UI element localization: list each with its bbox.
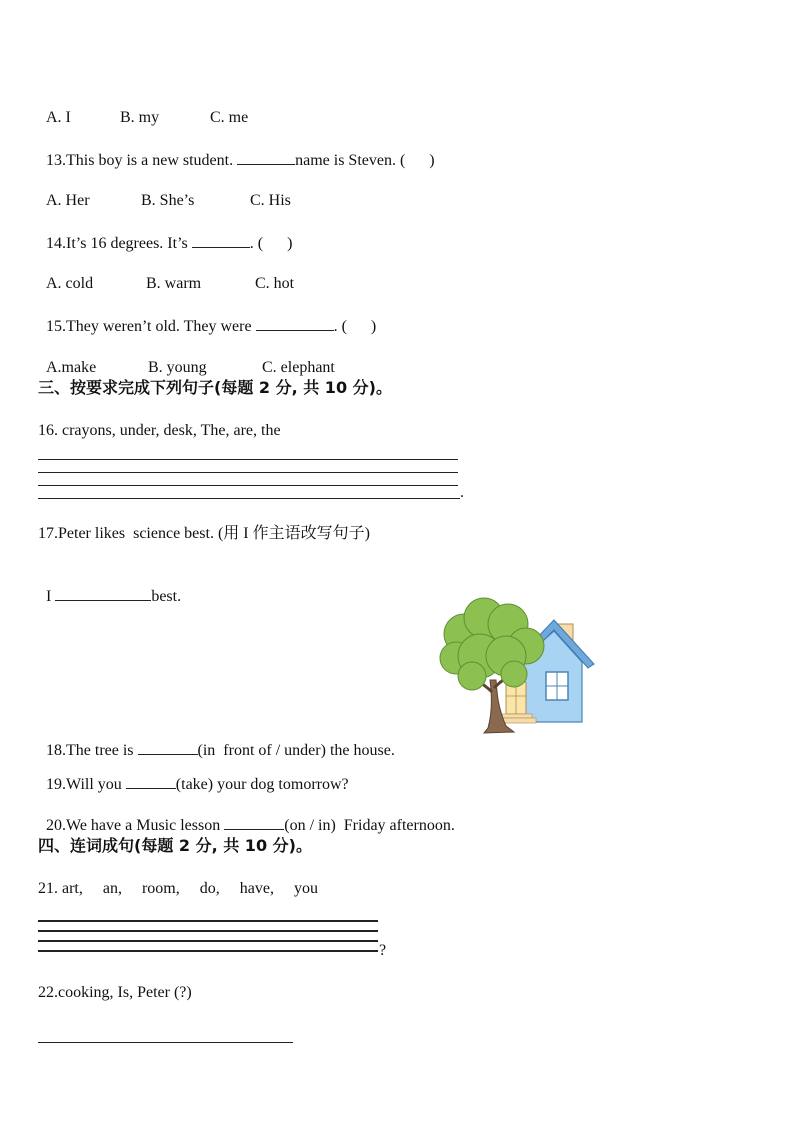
question-16: 16. crayons, under, desk, The, are, the — [38, 422, 281, 439]
q19-text-before: 19.Will you — [46, 776, 126, 793]
q13-option-c: C. His — [250, 192, 291, 209]
question-22: 22.cooking, Is, Peter (?) — [38, 984, 192, 1001]
q14-options — [38, 254, 294, 294]
question-14 — [38, 213, 292, 254]
q18-text-after: (in front of / under) the house. — [197, 742, 395, 759]
q18-blank[interactable] — [138, 740, 198, 755]
question-17: 17.Peter likes science best. (用 I 作主语改写句子) — [38, 525, 370, 542]
tree-and-house-illustration — [436, 596, 598, 736]
q17-answer — [38, 566, 181, 607]
q17-answer-after: best. — [151, 588, 182, 605]
question-21: 21. art, an, room, do, have, you — [38, 880, 318, 897]
q19-blank[interactable] — [126, 774, 176, 789]
q19-text-after: (take) your dog tomorrow? — [175, 776, 349, 793]
section-4-heading: 四、连词成句(每题 2 分, 共 10 分)。 — [38, 836, 312, 855]
q13-text-before: 13.This boy is a new student. — [46, 152, 238, 169]
q13-option-b: B. She’s — [141, 192, 195, 209]
q21-answer-line-3[interactable] — [38, 940, 378, 942]
q16-answer-line-1[interactable] — [38, 459, 458, 460]
q12-option-c: C. me — [210, 109, 249, 126]
q13-options — [38, 171, 291, 211]
q13-option-a: A. Her — [46, 192, 90, 209]
question-20 — [38, 795, 455, 836]
q21-answer-line-1[interactable] — [38, 920, 378, 922]
q14-option-c: C. hot — [255, 275, 295, 292]
question-15 — [38, 296, 376, 337]
q12-option-a: A. I — [46, 109, 71, 126]
q13-text-after: name is Steven. ( ) — [295, 152, 435, 169]
q14-blank[interactable] — [192, 233, 250, 248]
q15-text-after: . ( ) — [333, 318, 377, 335]
q20-text-after: (on / in) Friday afternoon. — [284, 817, 455, 834]
q20-text-before: 20.We have a Music lesson — [46, 817, 225, 834]
q15-options — [38, 338, 335, 378]
q15-option-b: B. young — [148, 359, 207, 376]
q16-answer-line-2[interactable] — [38, 472, 458, 473]
question-19 — [38, 754, 349, 795]
q15-option-a: A.make — [46, 359, 97, 376]
q15-option-c: C. elephant — [262, 359, 335, 376]
q21-end-mark: ? — [379, 942, 387, 959]
q14-option-a: A. cold — [46, 275, 94, 292]
question-13 — [38, 130, 435, 171]
q12-option-b: B. my — [120, 109, 160, 126]
q16-end-mark: . — [460, 484, 464, 501]
q21-answer-line-4[interactable] — [38, 950, 378, 952]
q17-blank[interactable] — [55, 586, 151, 601]
q13-blank[interactable] — [237, 150, 295, 165]
q16-answer-line-4[interactable] — [38, 498, 460, 499]
q18-text-before: 18.The tree is — [46, 742, 138, 759]
q20-blank[interactable] — [224, 815, 284, 830]
q17-answer-before: I — [46, 588, 56, 605]
section-3-heading: 三、按要求完成下列句子(每题 2 分, 共 10 分)。 — [38, 378, 392, 397]
q21-answer-line-2[interactable] — [38, 930, 378, 932]
q16-answer-line-3[interactable] — [38, 485, 458, 486]
q22-answer-line[interactable] — [38, 1042, 293, 1043]
q15-text-before: 15.They weren’t old. They were — [46, 318, 256, 335]
q15-blank[interactable] — [256, 316, 334, 331]
q14-text-after: . ( ) — [249, 235, 293, 252]
q14-option-b: B. warm — [146, 275, 202, 292]
q12-options — [38, 88, 248, 128]
q14-text-before: 14.It’s 16 degrees. It’s — [46, 235, 192, 252]
